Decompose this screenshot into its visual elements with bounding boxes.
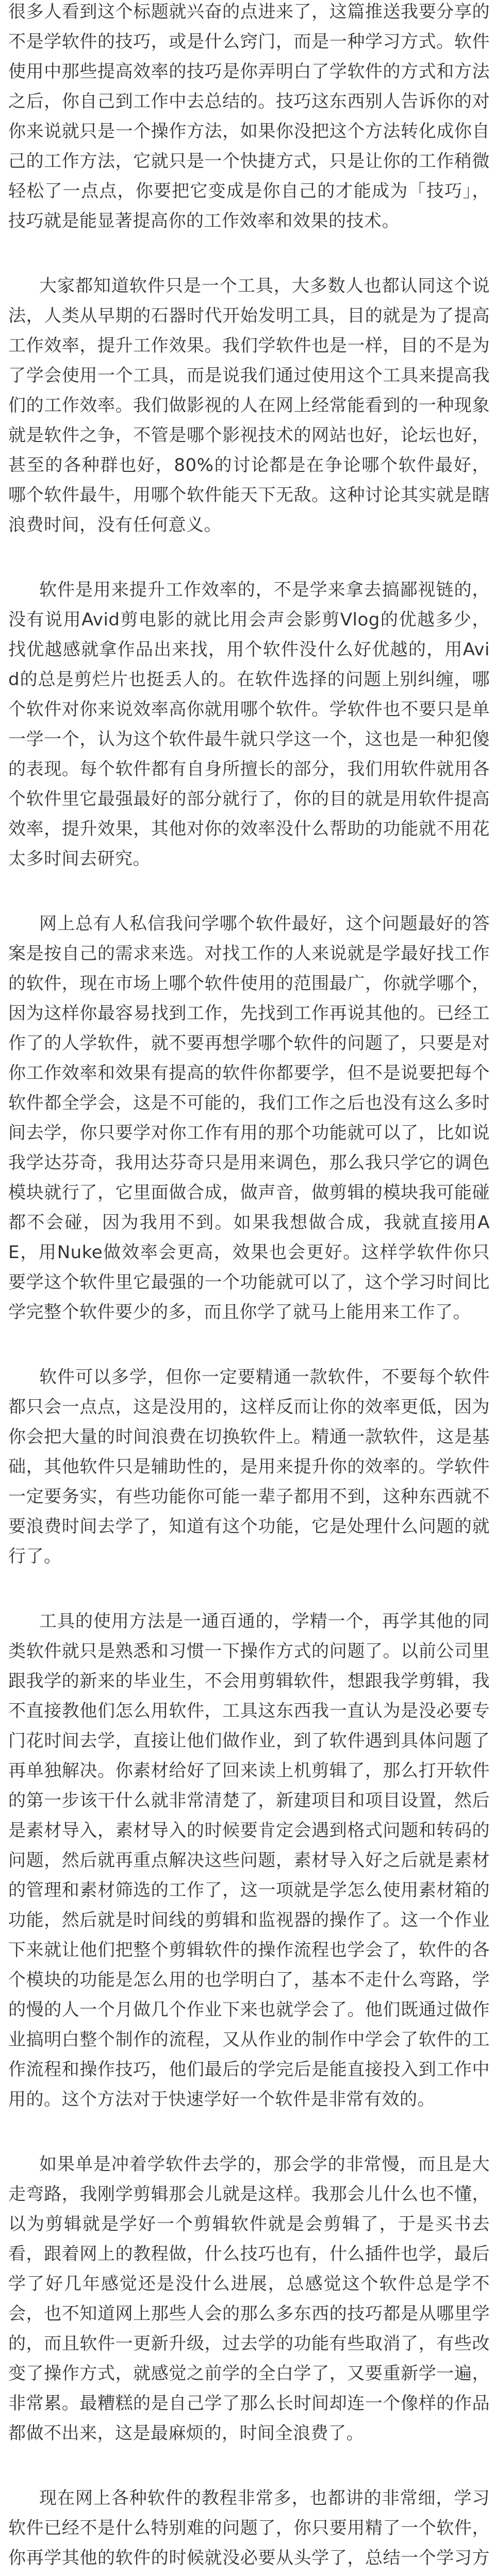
- article-paragraph: 大家都知道软件只是一个工具，大多数人也都认同这个说法，人类从早期的石器时代开始发明工具，目的就是为了提高工作效率，提升工作效果。我们学软件也是一样，目的不是为了学会使用一个工具，而是说我们通过使用这个工具来提高我们的工作效率。我们做影视的人在网上经常能看到的一种现象就是软件之争，不管是哪个影视技术的网站也好，论坛也好，甚至的各种群也好，80%的讨论都是在争论哪个软件最好，哪个软件最牛，用哪个软件能天下无敌。这种讨论其实就是瞎浪费时间，没有任何意义。: [8, 276, 490, 535]
- article-paragraph: 现在网上各种软件的教程非常多，也都讲的非常细，学习软件已经不是什么特别难的问题了，你只要用精了一个软件，你再学其他的软件的时候就没必要从头学了，总结一个学习方: [8, 2488, 490, 2568]
- article-paragraph: 网上总有人私信我问学哪个软件最好，这个问题最好的答案是按自己的需求来选。对找工作的人来说就是学最好找工作的软件，现在市场上哪个软件使用的范围最广，你就学哪个，因为这样你最容易找到工作，先找到工作再说其他的。已经工作了的人学软件，就不要再想学哪个软件的问题了，只要是对你工作效率和效果有提高的软件你都要学，但不是说要把每个软件都全学会，这是不可能的，我们工作之后也没有这么多时间去学，你只要学对你工作有用的那个功能就可以了，比如说我学达芬奇，我用达芬奇只是用来调色，那么我只学它的调色模块就行了，它里面做合成，做声音，做剪辑的模块我可能碰都不会碰，因为我用不到。如果我想做合成，我就直接用AE，用Nuke做效率会更高，效果也会更好。这样学软件你只要学这个软件里它最强的一个功能就可以了，这个学习时间比学完整个软件要少的多，而且你学了就马上能用来工作了。: [8, 913, 490, 1323]
- article-paragraph: 软件是用来提升工作效率的，不是学来拿去搞鄙视链的，没有说用Avid剪电影的就比用会声会影剪Vlog的优越多少，找优越感就拿作品出来找，用个软件没什么好优越的，用Avid的总是剪烂片也挺丢人的。在软件选择的问题上别纠缠，哪个软件对你来说效率高你就用哪个软件。学软件也不要只是单一学一个，认为这个软件最牛就只学这一个，这也是一种犯傻的表现。每个软件都有自身所擅长的部分，我们用软件就用各个软件里它最强最好的部分就行了，你的目的就是用软件提高效率，提升效果，其他对你的效率没什么帮助的功能就不用花太多时间去研究。: [8, 580, 490, 869]
- article-paragraph: 软件可以多学，但你一定要精通一款软件，不要每个软件都只会一点点，这是没用的，这样反而让你的效率更低，因为你会把大量的时间浪费在切换软件上。精通一款软件，这是基础，其他软件只是辅助性的，是用来提升你的效率的。学软件一定要务实，有些功能你可能一辈子都用不到，这种东西就不要浪费时间去学了，知道有这个功能，它是处理什么问题的就行了。: [8, 1367, 490, 1567]
- article-paragraph: 很多人看到这个标题就兴奋的点进来了，这篇推送我要分享的不是学软件的技巧，或是什么窍门，而是一种学习方式。软件使用中那些提高效率的技巧是你弄明白了学软件的方式和方法之后，你自己到工作中去总结的。技巧这东西别人告诉你的对你来说就只是一个操作方法，如果你没把这个方法转化成你自己的工作方法，它就只是一个快捷方式，只是让你的工作稍微轻松了一点点，你要把它变成是你自己的才能成为「技巧」，技巧就是能显著提高你的工作效率和效果的技术。: [8, 2, 490, 231]
- article-paragraph: 如果单是冲着学软件去学的，那会学的非常慢，而且是大走弯路，我刚学剪辑那会儿就是这样。我那会儿什么也不懂，以为剪辑就是学好一个剪辑软件就是会剪辑了，于是买书去看，跟着网上的教程做，什么技巧也有，什么插件也学，最后学了好几年感觉还是没什么进展，总感觉这个软件总是学不会，也不知道网上那些人会的那么多东西的技巧都是从哪里学的，而且软件一更新升级，过去学的功能有些取消了，有些改变了操作方式，就感觉之前学的全白学了，又要重新学一遍，非常累。最糟糕的是自己学了那么长时间却连一个像样的作品都做不出来，这是最麻烦的，时间全浪费了。: [8, 2154, 490, 2444]
- article-paragraph: 工具的使用方法是一通百通的，学精一个，再学其他的同类软件就只是熟悉和习惯一下操作方式的问题了。以前公司里跟我学的新来的毕业生，不会用剪辑软件，想跟我学剪辑，我不直接教他们怎么用软件，工具这东西我一直认为是没必要专门花时间去学，直接让他们做作业，到了软件遇到具体问题了再单独解决。你素材给好了回来读上机剪辑了，那么打开软件的第一步该干什么就非常清楚了，新建项目和项目设置，然后是素材导入，素材导入的时候要肯定会遇到格式问题和转码的问题，然后就再重点解决这些问题，素材导入好之后就是素材的管理和素材筛选的工作了，这一项就是学怎么使用素材箱的功能，然后就是时间线的剪辑和监视器的操作了。这一个作业下来就让他们把整个剪辑软件的操作流程也学会了，软件的各个模块的功能是怎么用的也学明白了，基本不走什么弯路，学的慢的人一个月做几个作业下来也就学会了。他们既通过做作业搞明白整个制作的流程，又从作业的制作中学会了软件的工作流程和操作技巧，他们最后的学完后是能直接投入到工作中用的。这个方法对于快速学好一个软件是非常有效的。: [8, 1611, 490, 2110]
